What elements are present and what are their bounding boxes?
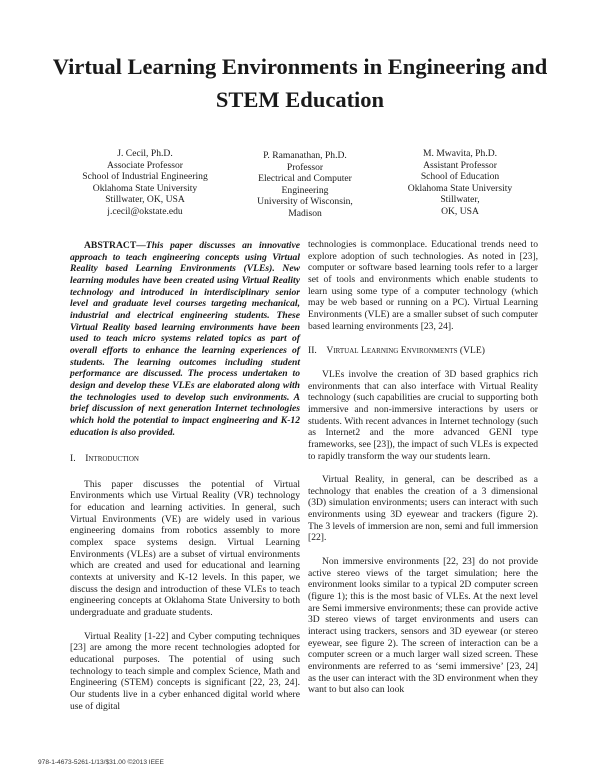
author-email[interactable]: j.cecil@okstate.edu (107, 205, 183, 217)
author-name: J. Cecil, Ph.D. (117, 148, 173, 159)
section-number: I. (70, 453, 76, 465)
author-line: OK, USA (441, 205, 479, 217)
author-line: Madison (288, 207, 322, 219)
author-block-mwavita (385, 148, 535, 218)
section-title: Virtual Learning Environments (VLE) (326, 345, 485, 357)
vle-paragraph: VLEs involve the creation of 3D based graphics rich environments that can also interface with Virtual Reality technology (such capabilities are crucial to supporting both immersive and non-immersive interactions by users or students. With recent advances in Internet technology (such as Internet2 and the more advanced GENI type frameworks, see [23]), the impact of such VLEs is expected to rapidly transform the way our students learn. (308, 368, 538, 462)
intro-paragraph: Virtual Reality [1-22] and Cyber computing techniques [23] are among the more recent technologies adopted for educational purposes. The potential of using such technology to teach simple and complex Science, Math and Engineering (STEM) concepts is significant [22, 23, 24]. Our students live in a cyber enhanced digital world where use of digital (70, 630, 300, 712)
author-line: Professor (286, 161, 324, 173)
author-line: Engineering (281, 184, 329, 196)
vle-paragraph: Virtual Reality, in general, can be described as a technology that enables the creation of a 3 dimensional (3D) simulation environments; users can interact with such environments using 3D eyewear and trackers (figure 2). The 3 levels of immersion are non, semi and full immersion [22]. (308, 474, 538, 544)
abstract-lead: ABSTRACT (84, 240, 137, 251)
section-number: II. (308, 345, 317, 357)
author-line: Electrical and Computer (258, 173, 352, 185)
author-line: University of Wisconsin, (257, 196, 353, 208)
intro-paragraph: This paper discusses the potential of Virtual Environments which use Virtual Reality (VR) technology for education and learning activities. In general, such Virtual Environments (VE) are widely used in various engineering domains from robotics assembly to more complex space systems design. Virtual Learning Environments (VLEs) are a subset of virtual environments which are created and used for educational and learning contexts at university and K-12 levels. In this paper, we discuss the design and introduction of these VLEs to teach engineering concepts at Oklahoma State University to both undergraduate and graduate students. (70, 478, 300, 619)
author-line: Stillwater, (440, 194, 480, 206)
author-name: P. Ramanathan, Ph.D. (263, 150, 347, 161)
author-block-ramanathan (240, 150, 370, 220)
left-column (70, 240, 300, 712)
author-block-cecil (60, 148, 230, 218)
section-heading-vle (308, 345, 538, 357)
author-name: M. Mwavita, Ph.D. (422, 148, 498, 159)
section-title: Introduction (85, 453, 139, 465)
author-line: Stillwater, OK, USA (105, 194, 185, 206)
abstract (70, 240, 300, 438)
author-line: Associate Professor (107, 159, 183, 171)
author-line: Assistant Professor (423, 159, 497, 171)
author-line: School of Education (420, 171, 500, 183)
continued-paragraph: technologies is commonplace. Educational trends need to explore adoption of such technologies. As noted in [23], computer or software based learning tools refer to a larger set of tools and environments which enable students to learn using some type of a computer technology (which may be web based or running on a PC). Virtual Learning Environments (VLE) are a smaller subset of such computer based learning environments [23, 24]. (308, 239, 538, 332)
author-line: School of Industrial Engineering (82, 171, 208, 183)
copyright-footer: 978-1-4673-5261-1/13/$31.00 ©2013 IEEE (38, 759, 164, 766)
abstract-text: —This paper discusses an innovative approach to teach engineering concepts using Virtual Reality based Learning Environments (VLEs). New learning modules have been created using Virtual Reality technology and introduced in interdisciplinary senior level and graduate level courses targeting mechanical, industrial and electrical engineering students. These Virtual Reality based learning environments have been used to teach micro systems related topics as part of overall efforts to enhance the learning experiences of students. The learning outcomes including student performance are discussed. The process undertaken to design and develop these VLEs are elaborated along with the technologies used to develop such environments. A brief discussion of next generation Internet technologies which hold the potential to impact engineering and K-12 education is also provided. (70, 240, 300, 438)
author-line: Oklahoma State University (92, 182, 198, 194)
vle-paragraph: Non immersive environments [22, 23] do not provide active stereo views of the target simulation; here the environment looks similar to a typical 2D computer screen (figure 1); this is the most basic of VLEs. At the next level are Semi immersive environments; these can provide active 3D stereo views of target environments and users can interact using trackers, sensors and 3D eyewear (or stereo eyewear, see figure 2). The screen of interaction can be a computer screen or a much larger wall sized screen. These environments are referred to as ‘semi immersive’ [23, 24] as the user can interact with the 3D environment when they want to but also can look (308, 556, 538, 696)
author-line: Oklahoma State University (407, 182, 513, 194)
paper-title: Virtual Learning Environments in Engineering and STEM Education (52, 54, 548, 112)
right-column (308, 239, 538, 696)
section-heading-introduction (70, 453, 300, 465)
